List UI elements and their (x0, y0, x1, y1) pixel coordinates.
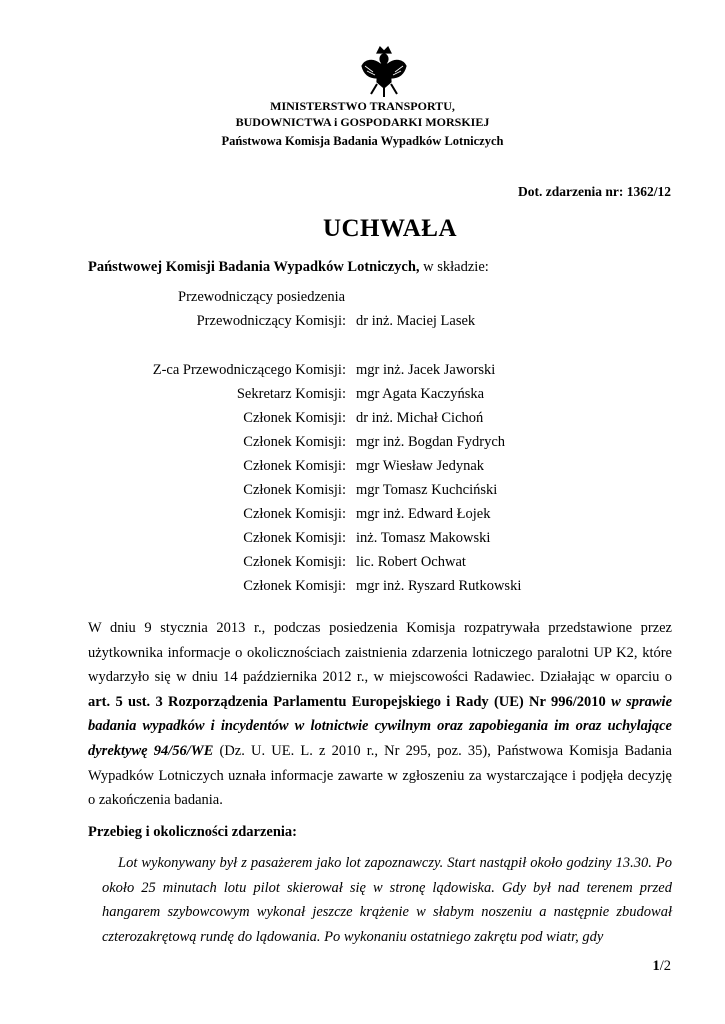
member-name: mgr inż. Jacek Jaworski (356, 362, 496, 378)
member-name: mgr Agata Kaczyńska (356, 386, 485, 402)
page-current: 1 (652, 958, 660, 974)
composition-intro (88, 259, 489, 276)
member-row (0, 362, 725, 384)
resolution-paragraph (88, 616, 672, 813)
member-row (0, 313, 725, 335)
member-role: Członek Komisji: (243, 554, 346, 570)
member-name: inż. Tomasz Makowski (356, 530, 491, 546)
member-role: Członek Komisji: (243, 482, 346, 498)
member-name: mgr inż. Ryszard Rutkowski (356, 578, 522, 594)
ministry-name-line2: BUDOWNICTWA i GOSPODARKI MORSKIEJ (235, 115, 490, 129)
member-row (0, 289, 725, 311)
member-row (0, 482, 725, 504)
commission-name: Państwowa Komisja Badania Wypadków Lotniczych (221, 134, 504, 148)
regulation-reference: art. 5 ust. 3 Rozporządzenia Parlamentu Europejskiego i Rady (UE) Nr 996/2010 (88, 693, 606, 710)
event-description-paragraph: Lot wykonywany był z pasażerem jako lot zapoznawczy. Start nastąpił około godziny 13.30. Po około 25 minutach lotu pilot skierował się w stronę lądowiska. Gdy był nad terenem przed hangarem szybowcowym wykonał jeszcze krążenie w słabym noszeniu a następnie zbudował czterozakrętową rundę do lądowania. Po wykonaniu ostatniego zakrętu pod wiatr, gdy (102, 855, 672, 945)
paragraph-text-part2: (Dz. U. UE. L. z 2010 r., Nr 295, poz. 35), Państwowa Komisja Badania Wypadków Lotniczych uznała informacje zawarte w zgłoszeniu za wystarczające i podjęła decyzję o zakończenia badania. (88, 742, 672, 809)
member-role: Sekretarz Komisji: (236, 386, 346, 402)
member-role: Z-ca Przewodniczącego Komisji: (152, 362, 346, 378)
member-row (0, 434, 725, 456)
event-reference-number: Dot. zdarzenia nr: 1362/12 (518, 184, 671, 199)
member-name: mgr inż. Bogdan Fydrych (356, 434, 506, 450)
page-total: /2 (659, 958, 671, 974)
member-row (0, 458, 725, 480)
intro-bold: Państwowej Komisji Badania Wypadków Lotniczych, (88, 259, 420, 275)
member-name: mgr inż. Edward Łojek (356, 506, 491, 522)
document-title: UCHWAŁA (322, 215, 458, 242)
regulation-title: w sprawie badania wypadków i incydentów w lotnictwie cywilnym oraz zapobiegania im oraz uchylające dyrektywę 94/56/WE (88, 693, 673, 759)
member-row (0, 530, 725, 552)
member-name: mgr Wiesław Jedynak (356, 458, 485, 474)
member-role: Członek Komisji: (243, 578, 346, 594)
member-row (0, 506, 725, 528)
page-number (652, 958, 671, 975)
member-name: dr inż. Michał Cichoń (356, 410, 484, 426)
member-role: Członek Komisji: (243, 410, 346, 426)
polish-eagle-emblem-icon (359, 44, 409, 100)
member-name: lic. Robert Ochwat (356, 554, 466, 570)
member-role: Członek Komisji: (243, 458, 346, 474)
intro-rest: w składzie: (419, 259, 489, 275)
member-name: dr inż. Maciej Lasek (356, 313, 476, 329)
section-heading: Przebieg i okoliczności zdarzenia: (88, 824, 297, 840)
member-name: mgr Tomasz Kuchciński (356, 482, 498, 498)
member-row (0, 386, 725, 408)
ministry-name-line1: MINISTERSTWO TRANSPORTU, (270, 99, 455, 113)
member-row (0, 578, 725, 600)
chair-line: Przewodniczący posiedzenia (178, 289, 346, 305)
member-role: Przewodniczący Komisji: (196, 313, 346, 329)
member-role: Członek Komisji: (243, 434, 346, 450)
member-row (0, 554, 725, 576)
member-role: Członek Komisji: (243, 530, 346, 546)
member-role: Członek Komisji: (243, 506, 346, 522)
member-row (0, 410, 725, 432)
paragraph-text-part1: W dniu 9 stycznia 2013 r., podczas posiedzenia Komisja rozpatrywała przedstawione przez użytkownika informacje o okolicznościach zaistnienia zdarzenia lotniczego paralotni UP K2, które wydarzyło się w dniu 14 października 2012 r., w miejscowości Radawiec. Działając w oparciu o (88, 620, 672, 686)
